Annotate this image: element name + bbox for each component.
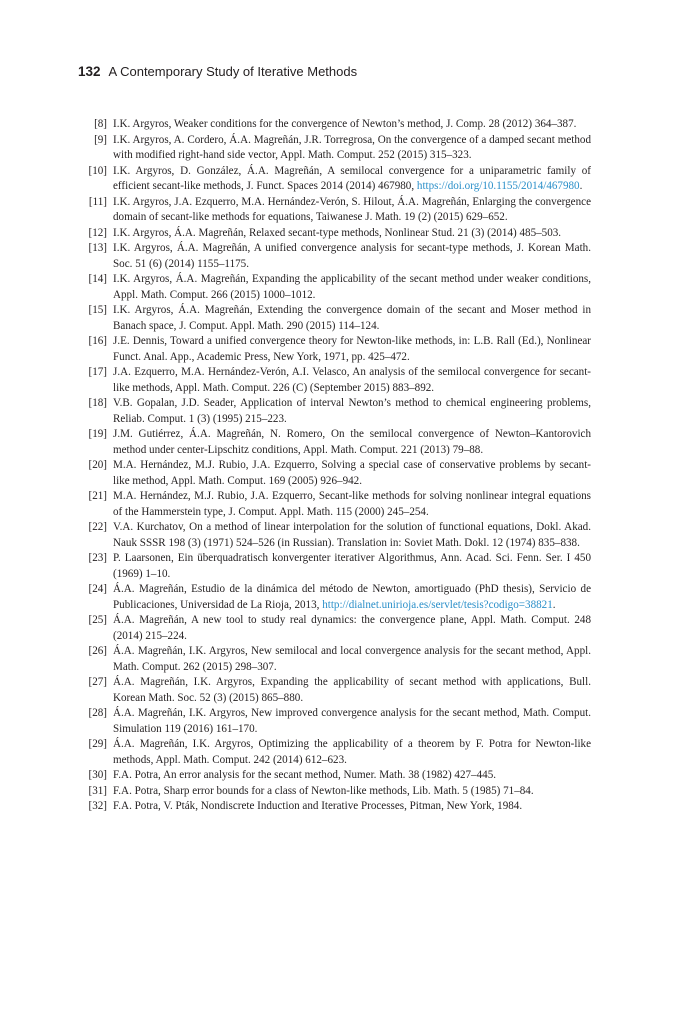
- book-title: A Contemporary Study of Iterative Methods: [108, 64, 358, 79]
- reference-text: J.A. Ezquerro, M.A. Hernández-Verón, A.I. Velasco, An analysis of the semilocal convergence for secant-like methods, Appl. Math. Comput. 226 (C) (September 2015) 883–892.: [113, 366, 591, 394]
- reference-text: I.K. Argyros, Á.A. Magreñán, A unified convergence analysis for secant-type methods, J. Korean Math. Soc. 51 (6) (2014) 1155–1175.: [113, 242, 591, 270]
- reference-tail: .: [579, 180, 583, 192]
- reference-text: I.K. Argyros, Á.A. Magreñán, Relaxed secant-type methods, Nonlinear Stud. 21 (3) (2014) 485–503.: [113, 226, 562, 239]
- reference-item: [84, 241, 591, 272]
- reference-item: [84, 706, 591, 737]
- reference-text-block: [113, 226, 591, 242]
- reference-item: [84, 396, 591, 427]
- reference-text: Á.A. Magreñán, I.K. Argyros, New improved convergence analysis for the secant method, Math. Comput. Simulation 119 (2016) 161–170.: [113, 707, 591, 735]
- reference-text-block: [113, 784, 591, 800]
- reference-item: [84, 799, 591, 815]
- reference-link[interactable]: https://doi.org/10.1155/2014/467980: [416, 180, 580, 192]
- reference-item: [84, 644, 591, 675]
- reference-item: [84, 675, 591, 706]
- reference-text-block: [113, 365, 591, 396]
- reference-text: J.E. Dennis, Toward a unified convergence theory for Newton-like methods, in: L.B. Rall (Ed.), Nonlinear Funct. Anal. App., Academic Press, New York, 1971, pp. 425–472.: [113, 335, 591, 363]
- reference-text-block: [113, 520, 591, 551]
- reference-text-block: [113, 489, 591, 520]
- reference-text-block: [113, 799, 591, 815]
- reference-number: [11]: [88, 195, 107, 208]
- reference-item: [84, 520, 591, 551]
- reference-text-block: [113, 706, 591, 737]
- reference-number: [28]: [88, 707, 107, 719]
- reference-text-block: [113, 427, 591, 458]
- reference-item: [84, 303, 591, 334]
- reference-item: [84, 551, 591, 582]
- reference-text-block: [113, 334, 591, 365]
- reference-tail: .: [552, 598, 556, 611]
- reference-text-block: [113, 458, 591, 489]
- reference-text-block: [113, 117, 591, 133]
- reference-text-block: [113, 644, 591, 675]
- reference-text: F.A. Potra, Sharp error bounds for a class of Newton-like methods, Lib. Math. 5 (1985) 71–84.: [113, 784, 534, 797]
- reference-item: [84, 365, 591, 396]
- reference-item: [84, 737, 591, 768]
- reference-item: [84, 768, 591, 784]
- reference-text: V.B. Gopalan, J.D. Seader, Application of interval Newton’s method to chemical engineering problems, Reliab. Comput. 1 (3) (1995) 215–223.: [113, 397, 591, 425]
- reference-number: [30]: [88, 769, 107, 781]
- reference-text-block: [113, 303, 591, 334]
- reference-number: [26]: [88, 645, 107, 657]
- reference-number: [23]: [88, 552, 107, 564]
- reference-list: [84, 117, 591, 815]
- reference-number: [8]: [94, 118, 107, 130]
- reference-text: I.K. Argyros, Á.A. Magreñán, Extending the convergence domain of the secant and Moser method in Banach space, J. Comput. Appl. Math. 290 (2015) 114–124.: [113, 304, 591, 332]
- reference-text: Á.A. Magreñán, I.K. Argyros, Optimizing the applicability of a theorem by F. Potra for Newton-like methods, Appl. Math. Comput. 242 (2014) 612–623.: [113, 738, 591, 766]
- reference-item: [84, 613, 591, 644]
- reference-item: [84, 458, 591, 489]
- reference-number: [21]: [88, 490, 107, 502]
- reference-text: M.A. Hernández, M.J. Rubio, J.A. Ezquerro, Solving a special case of conservative problems by secant-like method, Appl. Math. Comput. 169 (2005) 926–942.: [113, 459, 591, 487]
- reference-text: J.M. Gutiérrez, Á.A. Magreñán, N. Romero, On the semilocal convergence of Newton–Kantorovich method under center-Lipschitz conditions, Appl. Math. Comput. 221 (2013) 79–88.: [113, 428, 591, 456]
- reference-number: [32]: [88, 800, 107, 812]
- reference-item: [84, 133, 591, 164]
- reference-number: [17]: [88, 366, 107, 378]
- reference-number: [25]: [88, 614, 107, 626]
- reference-text-block: [113, 768, 591, 784]
- reference-text: Á.A. Magreñán, Estudio de la dinámica del método de Newton, amortiguado (PhD thesis), Servicio de Publicaciones, Universidad de La Rioja, 2013,: [113, 583, 591, 611]
- reference-text: Á.A. Magreñán, I.K. Argyros, New semilocal and local convergence analysis for the secant method, Appl. Math. Comput. 262 (2015) 298–307.: [113, 645, 591, 673]
- reference-text-block: [113, 613, 591, 644]
- reference-item: [84, 489, 591, 520]
- reference-number: [18]: [88, 397, 107, 409]
- reference-item: [84, 427, 591, 458]
- reference-number: [12]: [88, 226, 107, 239]
- reference-text-block: [113, 272, 591, 303]
- reference-number: [10]: [88, 164, 107, 177]
- reference-item: [84, 164, 591, 195]
- reference-text: V.A. Kurchatov, On a method of linear interpolation for the solution of functional equations, Dokl. Akad. Nauk SSSR 198 (3) (1971) 524–526 (in Russian). Translation in: Soviet Math. Dokl. 12 (1974) 835–838.: [113, 521, 591, 549]
- reference-text: F.A. Potra, V. Pták, Nondiscrete Induction and Iterative Processes, Pitman, New York, 1984.: [113, 800, 523, 812]
- reference-text: I.K. Argyros, Á.A. Magreñán, Expanding the applicability of the secant method under weaker conditions, Appl. Math. Comput. 266 (2015) 1000–1012.: [113, 273, 591, 301]
- reference-number: [13]: [88, 242, 107, 254]
- reference-number: [19]: [88, 428, 107, 440]
- reference-number: [14]: [88, 273, 107, 285]
- reference-text: Á.A. Magreñán, I.K. Argyros, Expanding the applicability of secant method with applications, Bull. Korean Math. Soc. 52 (3) (2015) 865–880.: [113, 676, 591, 704]
- reference-item: [84, 195, 591, 226]
- reference-text-block: [113, 396, 591, 427]
- reference-item: [84, 334, 591, 365]
- reference-text-block: [113, 241, 591, 272]
- reference-text-block: [113, 582, 591, 613]
- reference-number: [20]: [88, 459, 107, 471]
- reference-number: [29]: [88, 738, 107, 750]
- reference-number: [31]: [88, 784, 107, 797]
- reference-item: [84, 784, 591, 800]
- reference-number: [22]: [88, 521, 107, 533]
- reference-number: [9]: [94, 133, 107, 146]
- reference-text: P. Laarsonen, Ein überquadratisch konvergenter iterativer Algorithmus, Ann. Acad. Sci. Fenn. Ser. I 450 (1969) 1–10.: [113, 552, 591, 580]
- reference-item: [84, 582, 591, 613]
- reference-item: [84, 226, 591, 242]
- reference-text: F.A. Potra, An error analysis for the secant method, Numer. Math. 38 (1982) 427–445.: [113, 769, 497, 781]
- reference-item: [84, 117, 591, 133]
- running-header: [78, 64, 357, 84]
- reference-text: I.K. Argyros, J.A. Ezquerro, M.A. Hernández-Verón, S. Hilout, Á.A. Magreñán, Enlarging the convergence domain of secant-like methods for equations, Taiwanese J. Math. 19 (2) (2015) 629–652.: [113, 195, 591, 223]
- reference-number: [24]: [88, 583, 107, 595]
- reference-text: Á.A. Magreñán, A new tool to study real dynamics: the convergence plane, Appl. Math. Comput. 248 (2014) 215–224.: [113, 614, 591, 642]
- reference-text-block: [113, 195, 591, 226]
- reference-item: [84, 272, 591, 303]
- reference-text: M.A. Hernández, M.J. Rubio, J.A. Ezquerro, Secant-like methods for solving nonlinear integral equations of the Hammerstein type, J. Comput. Appl. Math. 115 (2000) 245–254.: [113, 490, 591, 518]
- reference-text-block: [113, 737, 591, 768]
- page-number: 132: [78, 64, 101, 79]
- reference-text-block: [113, 551, 591, 582]
- reference-text: I.K. Argyros, A. Cordero, Á.A. Magreñán, J.R. Torregrosa, On the convergence of a damped secant method with modified right-hand side vector, Appl. Math. Comput. 252 (2015) 315–323.: [113, 133, 591, 161]
- reference-number: [27]: [88, 676, 107, 688]
- reference-text-block: [113, 133, 591, 164]
- reference-text-block: [113, 164, 591, 195]
- reference-number: [15]: [88, 304, 107, 316]
- reference-number: [16]: [88, 335, 107, 347]
- reference-text-block: [113, 675, 591, 706]
- reference-link[interactable]: http://dialnet.unirioja.es/servlet/tesis?codigo=38821: [322, 598, 553, 611]
- reference-text: I.K. Argyros, Weaker conditions for the convergence of Newton’s method, J. Comp. 28 (2012) 364–387.: [113, 118, 577, 130]
- reference-text: I.K. Argyros, D. González, Á.A. Magreñán, A semilocal convergence for a uniparametric family of efficient secant-like methods, J. Funct. Spaces 2014 (2014) 467980,: [113, 164, 591, 192]
